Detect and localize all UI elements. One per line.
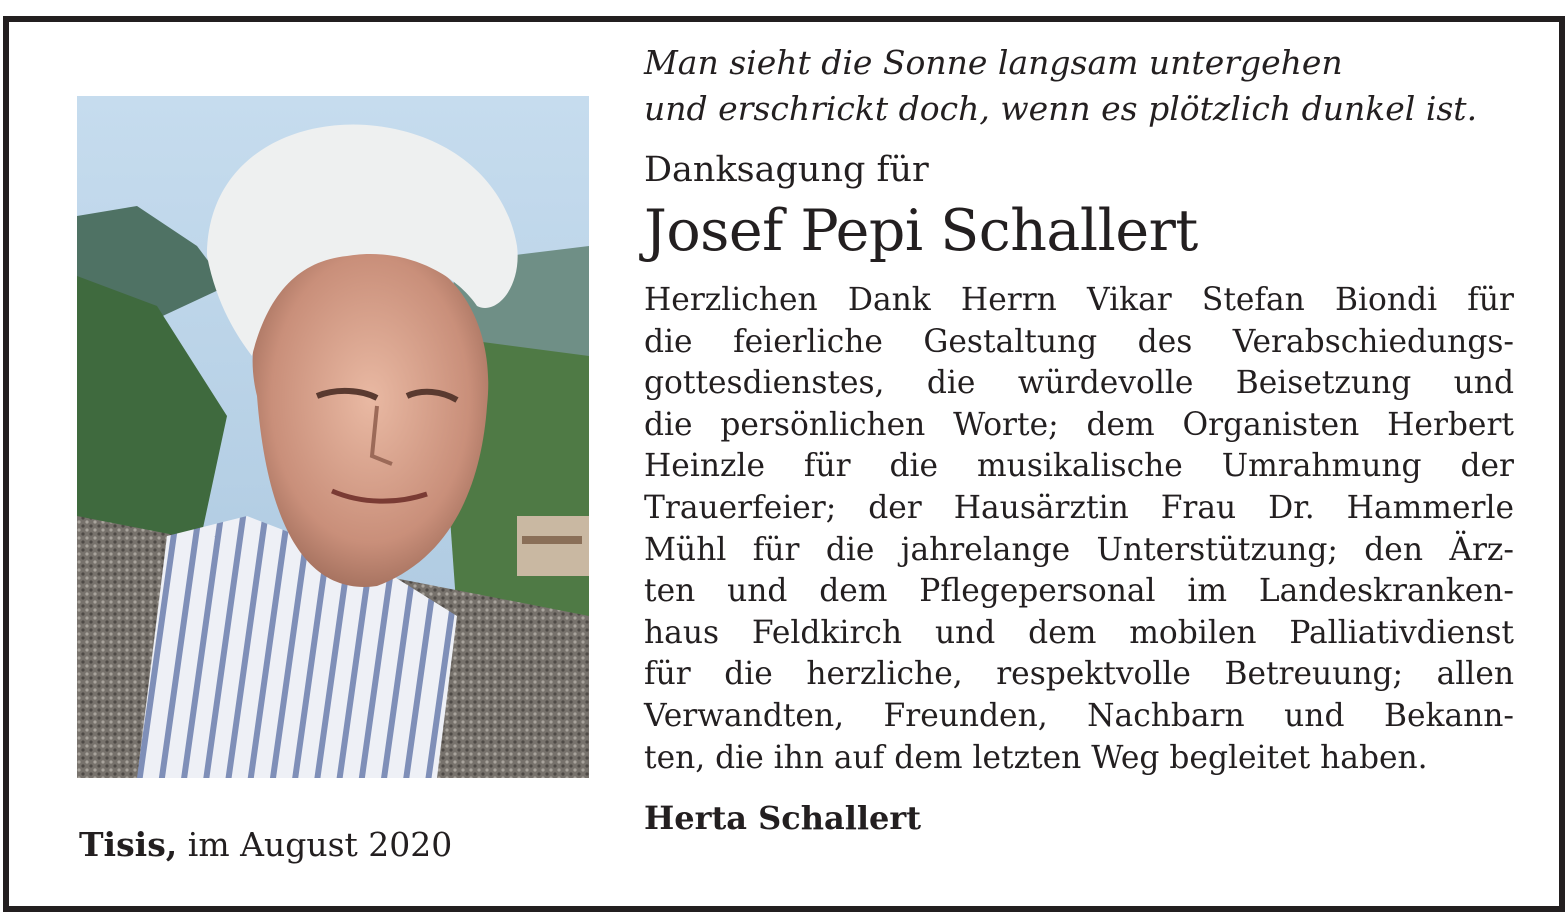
- body-line: gottesdienstes, die würdevolle Beisetzung und: [644, 365, 1514, 402]
- motto-quote: [644, 40, 1514, 132]
- intro-heading: Danksagung für: [644, 150, 929, 190]
- body-line: Verwandten, Freunden, Nachbarn und Bekann-: [644, 697, 1514, 734]
- body-line: ten und dem Pflegepersonal im Landeskranken-: [644, 573, 1514, 610]
- obituary-card: [3, 16, 1565, 912]
- signature: Herta Schallert: [644, 799, 922, 838]
- portrait-photo: [77, 96, 589, 778]
- thanks-paragraph: [644, 280, 1514, 779]
- body-line: ten, die ihn auf dem letzten Weg begleitet haben.: [644, 739, 1428, 776]
- body-line: Herzlichen Dank Herrn Vikar Stefan Biondi für: [644, 282, 1514, 318]
- portrait-image: [77, 96, 589, 778]
- body-line: die persönlichen Worte; dem Organisten Herbert: [644, 406, 1514, 443]
- body-line: für die herzliche, respektvolle Betreuung; allen: [644, 656, 1514, 693]
- motto-line-2: und erschrickt doch, wenn es plötzlich dunkel ist.: [644, 89, 1478, 128]
- deceased-name: Josef Pepi Schallert: [644, 198, 1198, 264]
- body-line: Mühl für die jahrelange Unterstützung; den Ärz-: [644, 531, 1514, 568]
- date-text: im August 2020: [187, 825, 453, 864]
- body-line: haus Feldkirch und dem mobilen Palliativdienst: [644, 614, 1514, 651]
- body-line: Heinzle für die musikalische Umrahmung der: [644, 448, 1514, 485]
- body-line: die feierliche Gestaltung des Verabschiedungs-: [644, 323, 1514, 360]
- place-name: Tisis,: [79, 825, 178, 864]
- motto-line-1: Man sieht die Sonne langsam untergehen: [644, 43, 1343, 82]
- place-date-line: [79, 825, 452, 864]
- body-line: Trauerfeier; der Hausärztin Frau Dr. Hammerle: [644, 489, 1514, 526]
- text-column: [644, 40, 1514, 837]
